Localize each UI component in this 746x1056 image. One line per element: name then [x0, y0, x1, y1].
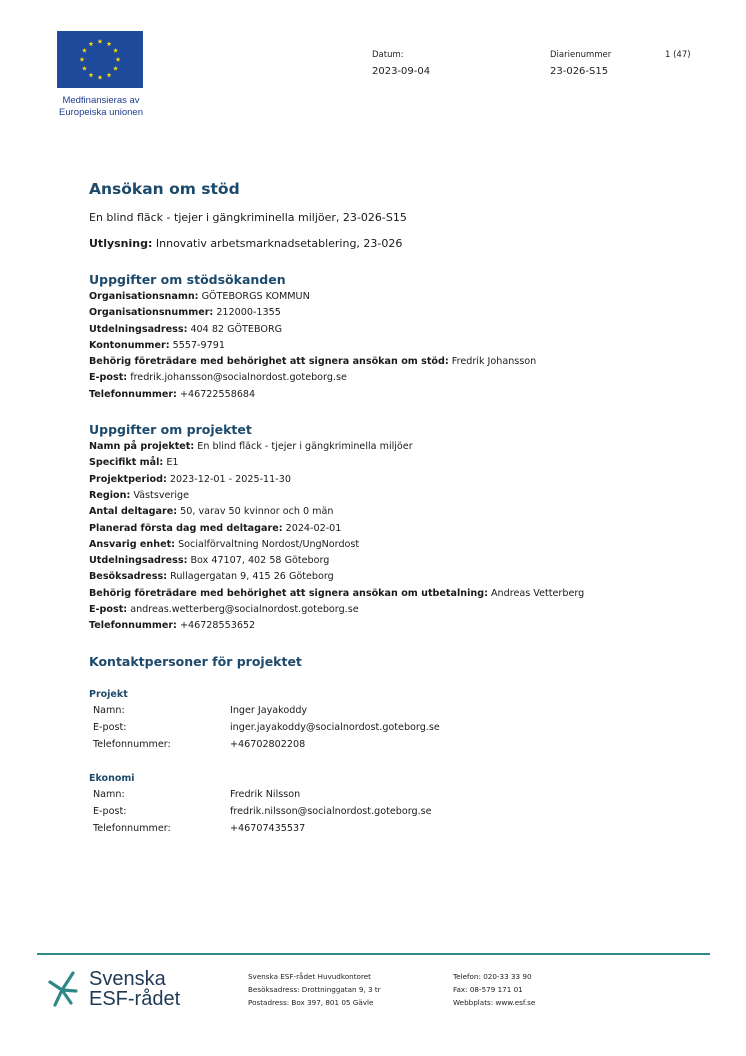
field-value: +46722558684	[176, 388, 256, 400]
eu-star	[116, 57, 121, 62]
field-label: Utdelningsadress:	[89, 323, 188, 335]
field-row	[89, 537, 689, 553]
field-label: Besöksadress:	[89, 571, 168, 583]
field-row	[89, 305, 689, 321]
project-heading: Uppgifter om projektet	[89, 422, 252, 438]
field-row	[89, 322, 689, 338]
footer-contact	[453, 970, 535, 1009]
field-value: 404 82 GÖTEBORG	[187, 323, 283, 335]
field-label: Telefonnummer:	[89, 620, 177, 632]
field-label: Behörig företrädare med behörighet att signera ansökan om stöd:	[89, 356, 449, 368]
field-value: GÖTEBORGS KOMMUN	[198, 291, 310, 302]
footer-contact-line: Telefon: 020-33 33 90	[453, 972, 532, 981]
field-value: Västsverige	[130, 489, 189, 501]
document-subtitle: En blind fläck - tjejer i gängkriminella miljöer, 23-026-S15	[89, 211, 407, 224]
table-row	[93, 736, 440, 753]
page-number: 1 (47)	[665, 50, 691, 60]
field-value: En blind fläck - tjejer i gängkriminella miljöer	[194, 441, 413, 453]
eu-star	[98, 39, 103, 44]
field-row	[89, 289, 689, 305]
field-row	[89, 504, 689, 520]
field-row	[89, 472, 689, 488]
field-row	[89, 602, 689, 618]
contact-table	[93, 702, 440, 753]
contact-key: Namn:	[93, 704, 125, 716]
contacts-heading: Kontaktpersoner för projektet	[89, 653, 302, 669]
eu-caption-line1: Medfinansieras av	[62, 95, 140, 106]
footer-divider	[37, 953, 710, 955]
esf-starburst-icon	[46, 970, 80, 1008]
contact-table	[93, 786, 432, 837]
field-value: E1	[163, 457, 179, 469]
contact-key: Namn:	[93, 788, 125, 800]
diary-number-value: 23-026-S15	[550, 66, 609, 77]
document-body	[89, 180, 689, 857]
field-row	[89, 618, 689, 634]
field-row	[89, 439, 689, 455]
field-value: 2024-02-01	[282, 522, 342, 534]
field-label: Utdelningsadress:	[89, 555, 188, 567]
field-row	[89, 586, 689, 602]
contact-key: E-post:	[93, 721, 127, 733]
table-row	[93, 786, 432, 803]
contact-value: Fredrik Nilsson	[230, 788, 301, 800]
contact-value: Inger Jayakoddy	[230, 704, 308, 716]
contact-key: Telefonnummer:	[93, 738, 171, 750]
field-label: Projektperiod:	[89, 473, 167, 485]
diary-number-label: Diarienummer	[550, 50, 612, 60]
eu-star	[113, 48, 118, 53]
applicant-heading: Uppgifter om stödsökanden	[89, 272, 286, 287]
field-row	[89, 370, 689, 386]
field-value: fredrik.johansson@socialnordost.goteborg.se	[127, 372, 347, 384]
field-label: Behörig företrädare med behörighet att signera ansökan om utbetalning:	[89, 587, 488, 599]
field-value: Socialförvaltning Nordost/UngNordost	[175, 538, 360, 550]
field-label: Ansvarig enhet:	[89, 538, 176, 550]
contact-value: +46707435537	[230, 822, 306, 834]
table-row	[93, 820, 432, 837]
footer-address-line: Besöksadress: Drottninggatan 9, 3 tr	[248, 985, 381, 994]
field-label: Organisationsnamn:	[89, 291, 199, 302]
eu-flag-logo	[57, 31, 143, 88]
field-label: Namn på projektet:	[89, 441, 195, 453]
eu-star	[107, 41, 112, 46]
contact-value: +46702802208	[230, 738, 306, 750]
applicant-section	[89, 272, 689, 403]
field-value: 50, varav 50 kvinnor och 0 män	[177, 506, 334, 518]
field-value: andreas.wetterberg@socialnordost.goteborg.se	[127, 604, 359, 616]
esf-logo-wordmark	[89, 969, 180, 1009]
eu-star	[89, 72, 94, 77]
footer-address	[248, 970, 381, 1009]
field-label: Kontonummer:	[89, 339, 170, 351]
field-value: Box 47107, 402 58 Göteborg	[187, 555, 330, 567]
eu-cofinancing-caption	[40, 95, 162, 119]
table-row	[93, 803, 432, 820]
field-value: Fredrik Johansson	[448, 356, 537, 368]
field-label: Antal deltagare:	[89, 506, 178, 518]
field-row	[89, 553, 689, 569]
contact-key: Telefonnummer:	[93, 822, 171, 834]
field-label: E-post:	[89, 604, 128, 616]
call-label: Utlysning:	[89, 237, 153, 250]
footer-contact-line: Fax: 08-579 171 01	[453, 985, 523, 994]
eu-star	[80, 57, 85, 62]
eu-star	[89, 41, 94, 46]
field-label: Region:	[89, 489, 131, 501]
field-row	[89, 569, 689, 585]
eu-star	[82, 66, 87, 71]
eu-star	[98, 75, 103, 80]
eu-stars-icon	[57, 31, 143, 88]
footer-address-line: Svenska ESF-rådet Huvudkontoret	[248, 972, 371, 981]
date-value: 2023-09-04	[372, 66, 431, 77]
field-label: Telefonnummer:	[89, 388, 177, 400]
date-label: Datum:	[372, 50, 404, 60]
contact-group-project	[89, 689, 689, 753]
footer-address-line: Postadress: Box 397, 801 05 Gävle	[248, 998, 374, 1007]
field-value: 5557-9791	[169, 339, 225, 351]
field-value: 2023-12-01 - 2025-11-30	[166, 473, 291, 485]
call-line	[89, 237, 689, 250]
eu-caption-line2: Europeiska unionen	[59, 107, 143, 118]
contact-role-heading: Ekonomi	[89, 772, 135, 784]
table-row	[93, 719, 440, 736]
field-value: 212000-1355	[213, 307, 281, 319]
contact-value: fredrik.nilsson@socialnordost.goteborg.se	[230, 805, 432, 817]
eu-star	[113, 66, 118, 71]
field-label: E-post:	[89, 372, 128, 384]
field-row	[89, 455, 689, 471]
field-row	[89, 521, 689, 537]
field-row	[89, 354, 689, 370]
eu-star	[82, 48, 87, 53]
project-section	[89, 422, 689, 635]
field-label: Organisationsnummer:	[89, 307, 214, 319]
field-row	[89, 387, 689, 403]
field-row	[89, 488, 689, 504]
esf-logo-line2: ESF-rådet	[89, 988, 181, 1010]
field-row	[89, 338, 689, 354]
esf-logo-line1: Svenska	[89, 968, 166, 990]
field-label: Planerad första dag med deltagare:	[89, 522, 283, 534]
contact-role-heading: Projekt	[89, 688, 128, 700]
contact-value: inger.jayakoddy@socialnordost.goteborg.se	[230, 721, 440, 733]
call-value: Innovativ arbetsmarknadsetablering, 23-026	[152, 237, 403, 250]
footer-contact-line: Webbplats: www.esf.se	[453, 998, 536, 1007]
field-value: Rullagergatan 9, 415 26 Göteborg	[167, 571, 334, 583]
eu-star	[107, 72, 112, 77]
field-value: +46728553652	[176, 620, 256, 632]
table-row	[93, 702, 440, 719]
contact-key: E-post:	[93, 805, 127, 817]
field-label: Specifikt mål:	[89, 457, 164, 469]
field-value: Andreas Vetterberg	[487, 587, 585, 599]
document-title: Ansökan om stöd	[89, 180, 240, 198]
contact-group-economy	[89, 773, 689, 837]
